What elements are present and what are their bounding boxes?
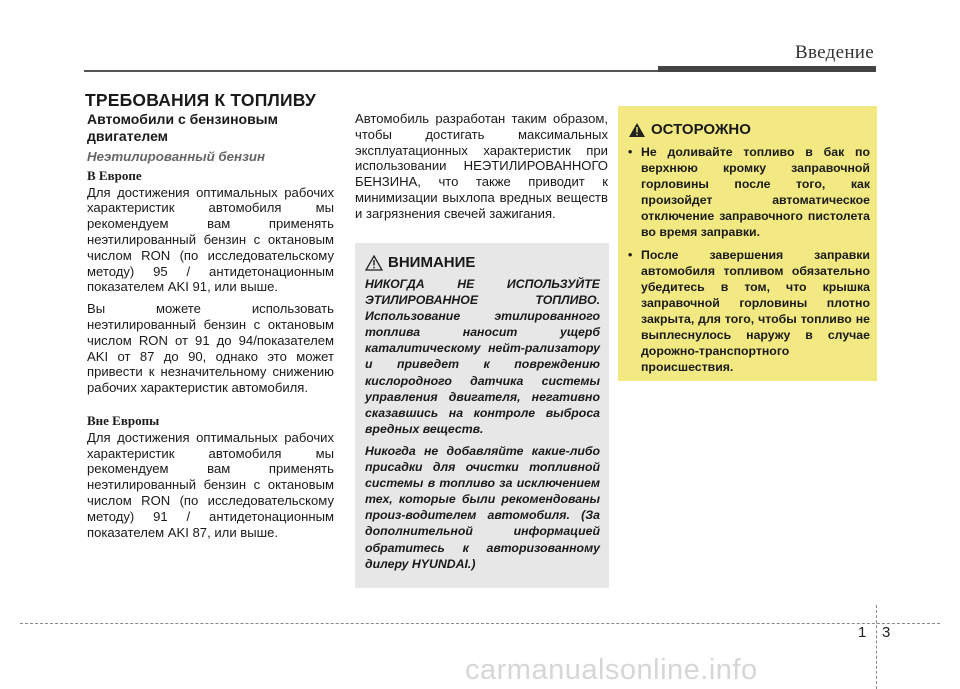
- notice-title: [365, 254, 475, 271]
- page-number: 3: [882, 624, 891, 641]
- outside-europe-label: Вне Европы: [87, 412, 160, 428]
- warning-item: • После завершения заправки автомобиля топливом обязательно убедитесь в том, что крышка заправочной горловины плотно закрыта, для того, чтобы топливо не выплеснулось наружу в случае дорожно-транспортного происшествия.: [628, 247, 870, 375]
- warning-title-text: ОСТОРОЖНО: [651, 121, 751, 138]
- page-title: ТРЕБОВАНИЯ К ТОПЛИВУ: [85, 90, 316, 110]
- fuel-subheading: Неэтилированный бензин: [87, 149, 266, 164]
- caution-triangle-icon: [365, 255, 383, 271]
- europe-label: В Европе: [87, 167, 142, 183]
- europe-paragraph-1: Для достижения оптимальных рабочих характеристик автомобиля мы рекомендуем вам применять неэтилированный бензин с октановым числом RON (по исследовательскому методу) 95 / антидетонационным показателем AKI 91, или выше.: [87, 184, 334, 295]
- watermark: carmanualsonline.info: [465, 654, 758, 686]
- warning-list: [628, 144, 870, 381]
- notice-title-text: ВНИМАНИЕ: [388, 254, 476, 271]
- warning-item: • Не доливайте топливо в бак по верхнюю кромку заправочной горловины после того, как произойдет автоматическое отключение заправочного пистолета во время заправки.: [628, 145, 870, 240]
- engine-heading: Автомобили с бензиновым двигателем: [87, 111, 278, 144]
- footer-rule: [20, 623, 940, 624]
- header-tab-bar: [658, 66, 876, 72]
- section-header: Введение: [795, 42, 874, 63]
- notice-paragraph-2: Никогда не добавляйте какие-либо присадки для очистки топливной системы в топливо за исключением тех, которые были рекомендованы произ-водителем автомобиля. (За дополнительной информацией обратитесь к авторизованному дилеру HYUNDAI.): [365, 443, 600, 571]
- warning-triangle-icon: [628, 122, 646, 138]
- notice-box: [355, 243, 609, 588]
- warning-title: [628, 121, 751, 138]
- left-column: [87, 111, 334, 540]
- notice-body: [365, 276, 600, 578]
- outside-europe-paragraph: Для достижения оптимальных рабочих характеристик автомобиля мы рекомендуем вам применять неэтилированный бензин с октановым числом RON (по исследовательскому методу) 91 / антидетонационным показателем AKI 87, или выше.: [87, 429, 334, 540]
- warning-box: [618, 106, 877, 381]
- right-column: [355, 111, 608, 222]
- chapter-number: 1: [858, 624, 867, 641]
- footer-divider: [876, 605, 877, 689]
- europe-paragraph-2: Вы можете использовать неэтилированный бензин с октановым числом RON от 91 до 94/показателем AKI от 87 до 90, однако это может привести к незначительному снижению рабочих характеристик автомобиля.: [87, 301, 334, 396]
- design-paragraph: Автомобиль разработан таким образом, чтобы достигать максимальных эксплуатационных характеристик при использовании НЕЭТИЛИРОВАННОГО БЕНЗИНА, что также приводит к минимизации выхлопа вредных веществ и загрязнения свечей зажигания.: [355, 111, 608, 221]
- notice-paragraph-1: НИКОГДА НЕ ИСПОЛЬЗУЙТЕ ЭТИЛИРОВАННОЕ ТОПЛИВО. Использование этилированного топлива наносит ущерб каталитическому нейт-рализатору и приведет к повреждению кислородного датчика системы управления двигателя, негативно сказавшись на контроле выброса вредных веществ.: [365, 277, 600, 436]
